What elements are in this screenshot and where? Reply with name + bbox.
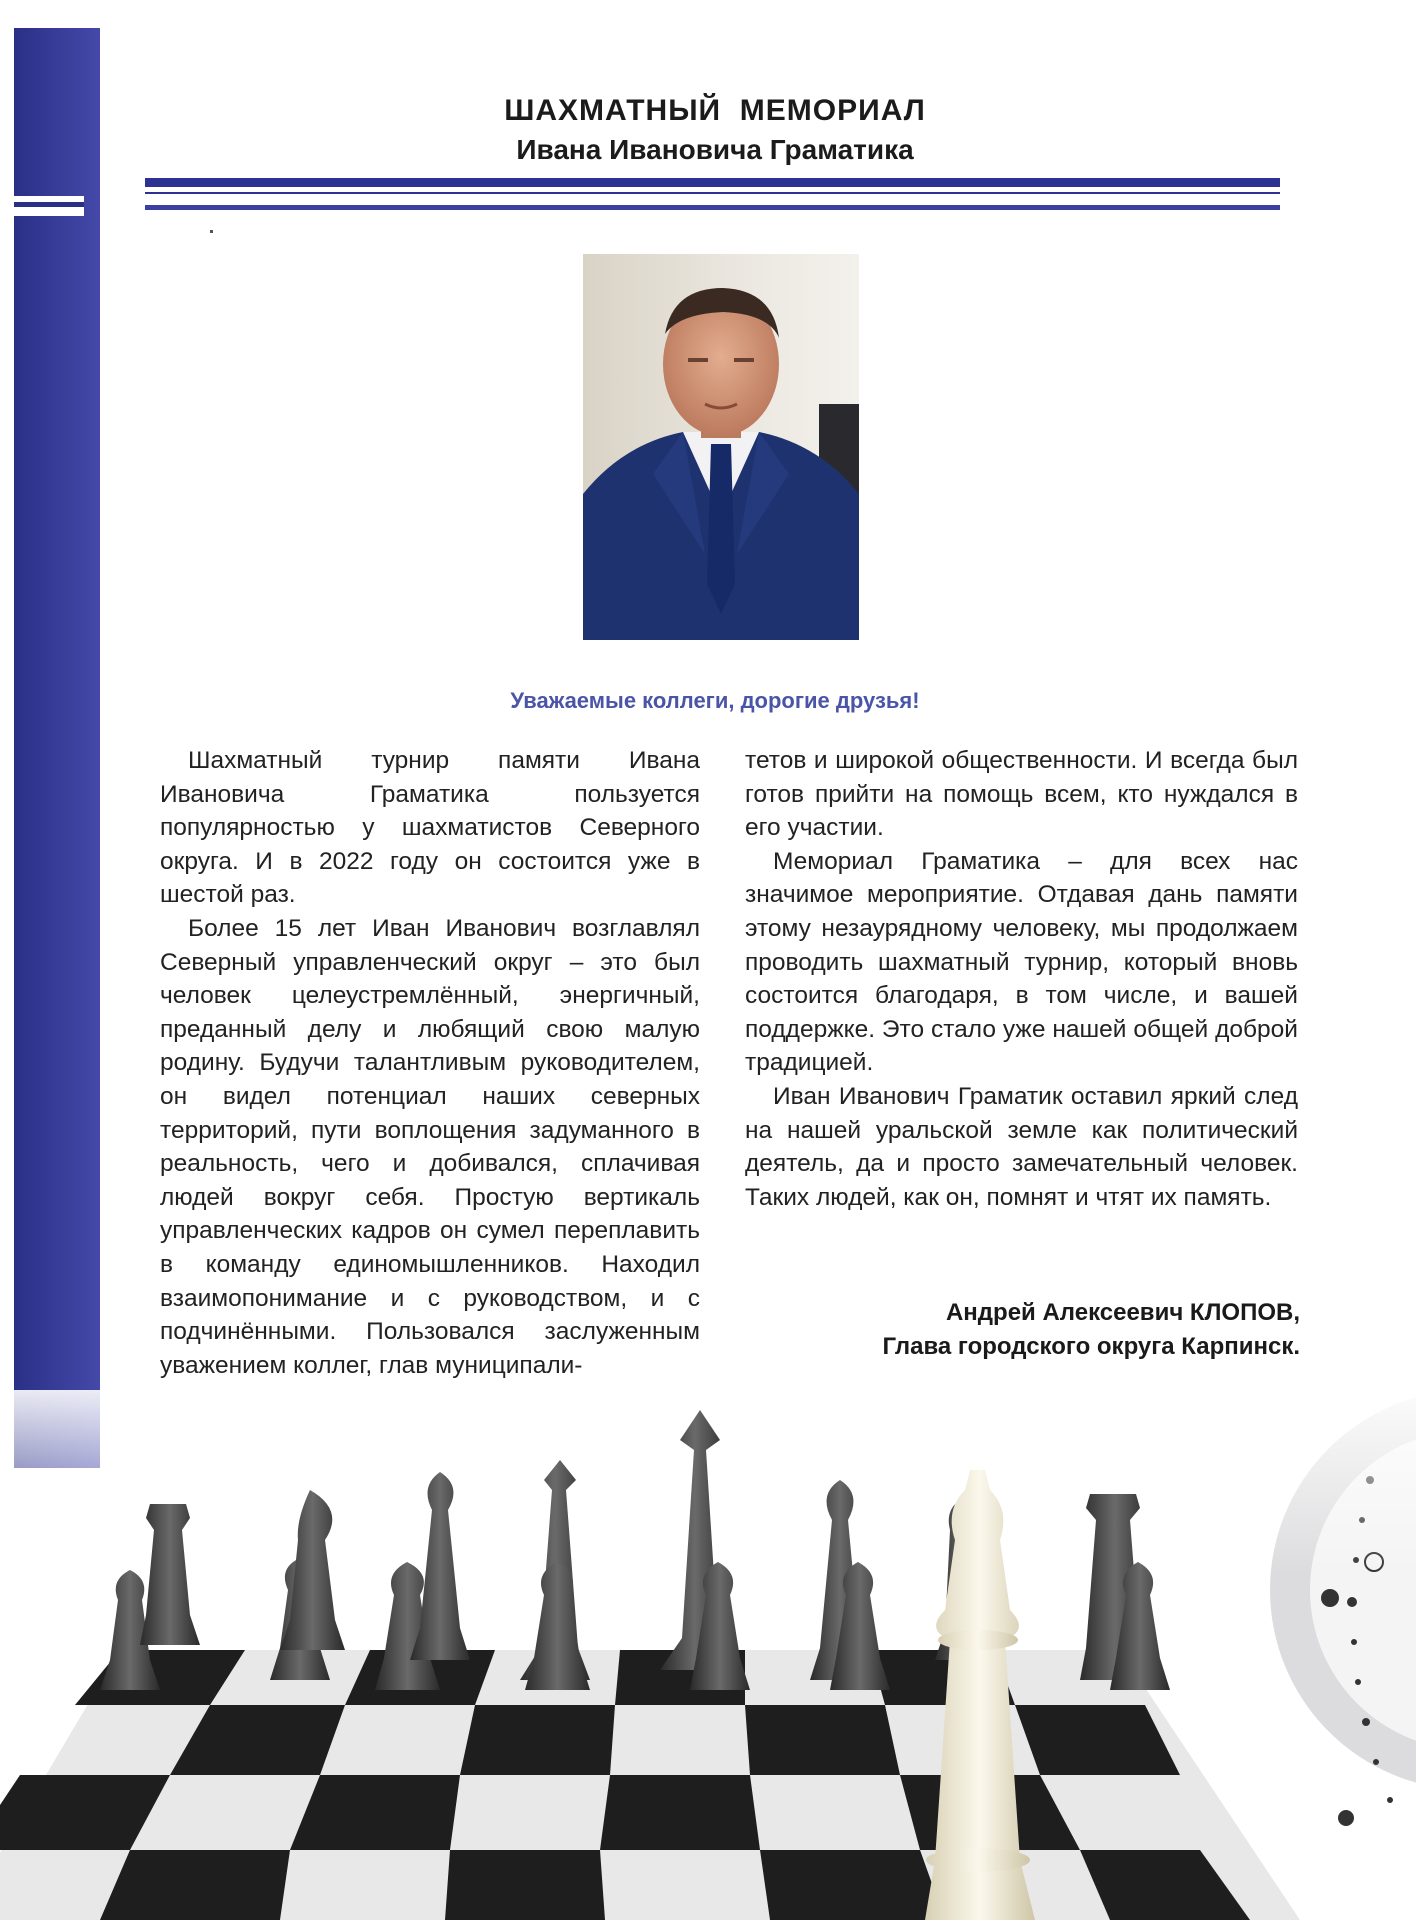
title-line-2: Ивана Ивановича Граматика [516, 134, 914, 165]
text-column-left [160, 744, 700, 1382]
signature-position: Глава городского округа Карпинск. [882, 1333, 1300, 1360]
greeting-heading: Уважаемые коллеги, дорогие друзья! [510, 688, 920, 713]
signature-block [882, 1296, 1300, 1364]
print-speck [210, 230, 213, 233]
header-rule-thin [145, 192, 1280, 194]
paragraph: Мемориал Граматика – для всех нас значимое мероприятие. Отдавая дань памяти этому незаурядному человеку, мы продолжаем проводить шахматный турнир, который вновь состоится благодаря, в том числе, и вашей поддержке. Это стало уже нашей общей доброй традицией. [745, 847, 1298, 1077]
chessboard-illustration [0, 1390, 1416, 1920]
paragraph: Шахматный турнир памяти Ивана Ивановича Граматика пользуется популярностью у шахматистов Северного округа. И в 2022 году он состоится уже в шестой раз. [160, 747, 700, 909]
paragraph-continuation: тетов и широкой общественности. И всегда был готов прийти на помощь всем, кто нуждался в его участии. [745, 747, 1298, 842]
left-decorative-band [14, 28, 100, 1468]
title-line-1: ШАХМАТНЫЙ МЕМОРИАЛ [504, 94, 926, 127]
signature-name: Андрей Алексеевич КЛОПОВ, [945, 1299, 1300, 1326]
portrait-photo [583, 254, 859, 640]
page-title [150, 94, 1280, 166]
text-column-right [745, 744, 1298, 1214]
paragraph: Иван Иванович Граматик оставил яркий след на нашей уральской земле как политический деятель, да и просто замечательный человек. Таких людей, как он, помнят и чтят их память. [745, 1082, 1298, 1211]
header-rule-bottom [145, 205, 1280, 210]
paragraph: Более 15 лет Иван Иванович возглавлял Северный управленческий округ – это был человек целеустремлённый, энергичный, преданный делу и любящий свою малую родину. Будучи талантливым руководителем, он видел потенциал наших северных территорий, пути воплощения задуманного в реальность, чего и добивался, сплачивая людей вокруг себя. Простую вертикаль управленческих кадров он сумел переплавить в команду единомышленников. Находил взаимопонимание и с руководством, и с подчинёнными. Пользовался заслуженным уважением коллег, глав муниципали- [160, 914, 700, 1379]
band-notch [14, 196, 84, 216]
header-rule-thick [145, 178, 1280, 187]
